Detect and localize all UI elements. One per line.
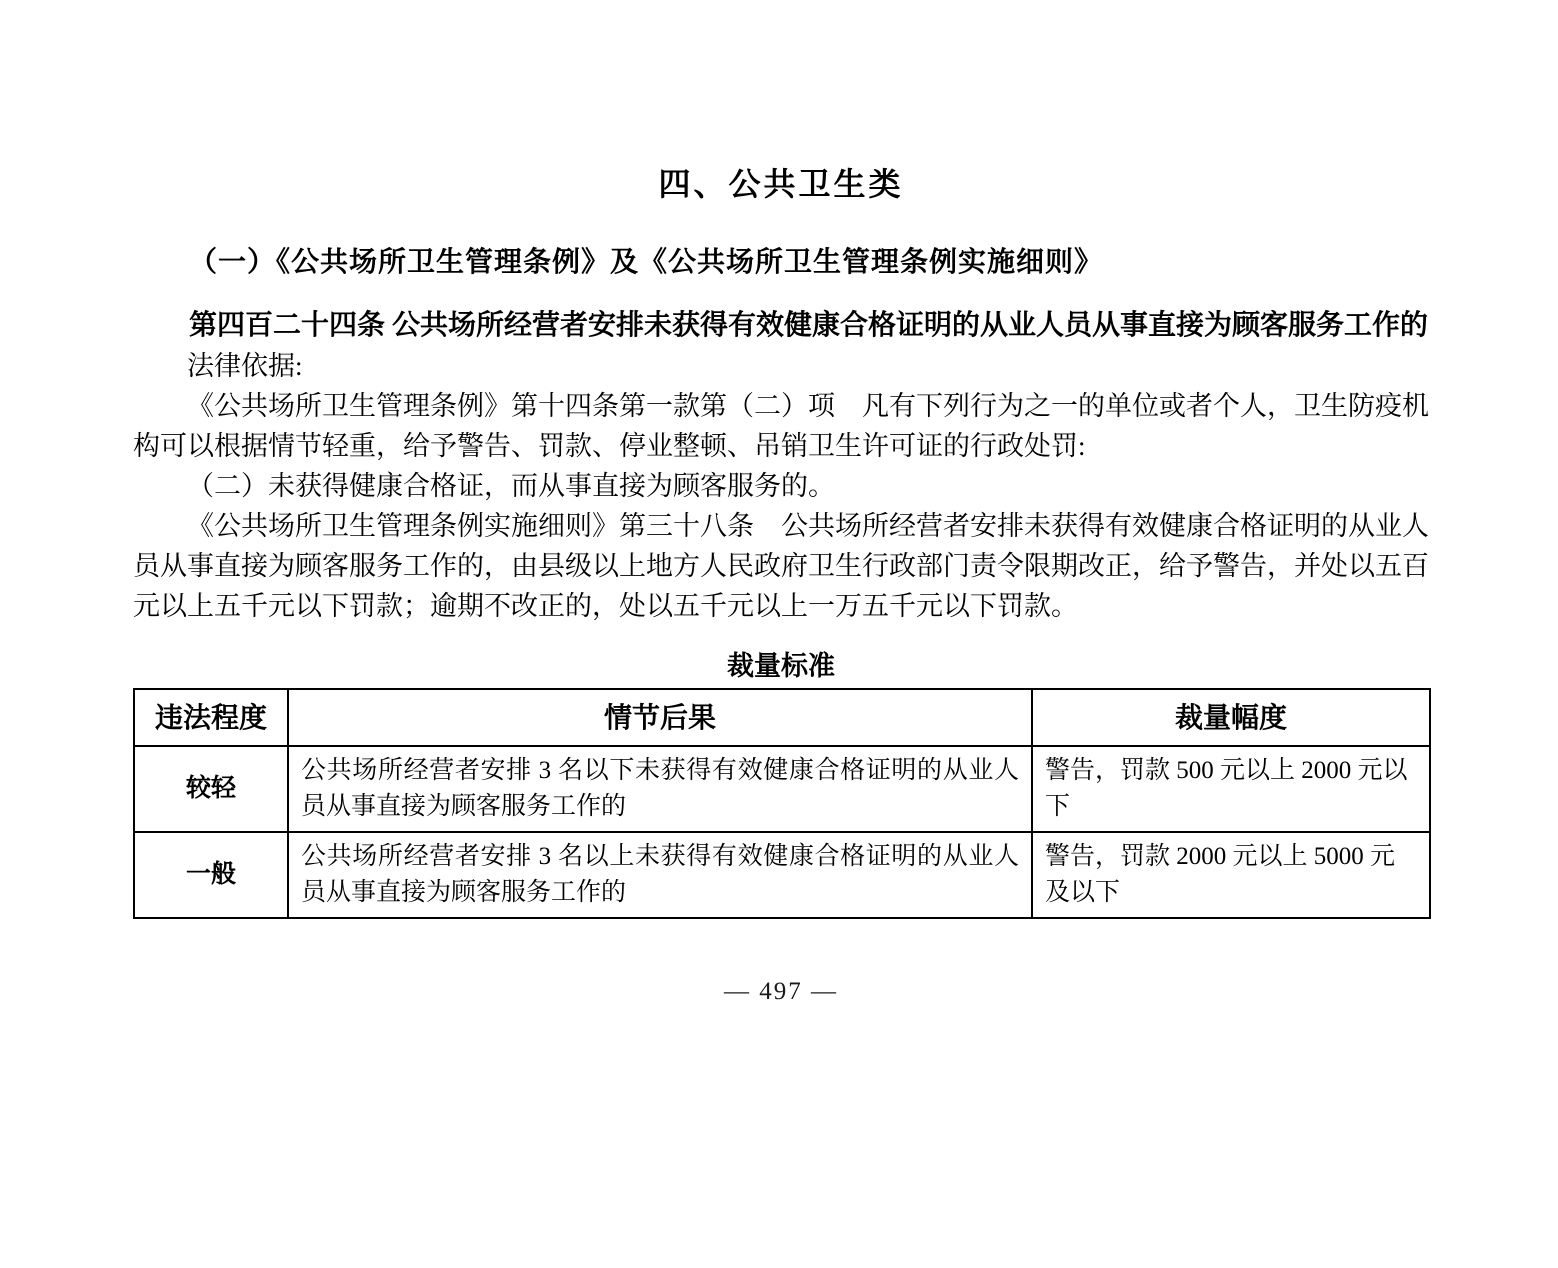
table-header-row <box>134 689 1430 746</box>
implementation-rule-paragraph: 《公共场所卫生管理条例实施细则》第三十八条 公共场所经营者安排未获得有效健康合格证明的从业人员从事直接为顾客服务工作的，由县级以上地方人民政府卫生行政部门责令限期改正，给予警告，并处以五百元以上五千元以下罚款；逾期不改正的，处以五千元以上一万五千元以下罚款。 <box>133 511 1429 621</box>
col-header-circumstance: 情节后果 <box>288 689 1032 746</box>
standards-table <box>133 688 1431 919</box>
severity-cell: 较轻 <box>134 746 288 832</box>
legal-basis-item: （二）未获得健康合格证，而从事直接为顾客服务的。 <box>187 471 835 501</box>
col-header-range: 裁量幅度 <box>1032 689 1430 746</box>
col-header-severity: 违法程度 <box>134 689 288 746</box>
article-heading: 第四百二十四条 公共场所经营者安排未获得有效健康合格证明的从业人员从事直接为顾客服务工作的 <box>189 310 1429 341</box>
legal-basis-paragraph: 《公共场所卫生管理条例》第十四条第一款第（二）项 凡有下列行为之一的单位或者个人，卫生防疫机构可以根据情节轻重，给予警告、罚款、停业整顿、吊销卫生许可证的行政处罚: <box>133 391 1429 461</box>
severity-cell: 一般 <box>134 832 288 918</box>
table-row <box>134 832 1430 918</box>
section-subtitle: （一）《公共场所卫生管理条例》及《公共场所卫生管理条例实施细则》 <box>189 247 1104 278</box>
range-cell: 警告，罚款 500 元以上 2000 元以下 <box>1032 746 1430 832</box>
circumstance-cell: 公共场所经营者安排 3 名以下未获得有效健康合格证明的从业人员从事直接为顾客服务工作的 <box>288 746 1032 832</box>
page-number: — 497 — <box>724 978 838 1005</box>
range-cell: 警告，罚款 2000 元以上 5000 元及以下 <box>1032 832 1430 918</box>
table-row <box>134 746 1430 832</box>
document-page <box>0 166 1558 1268</box>
table-title: 裁量标准 <box>727 651 835 681</box>
page-title: 四、公共卫生类 <box>658 166 904 202</box>
legal-basis-label: 法律依据: <box>187 351 303 381</box>
circumstance-cell: 公共场所经营者安排 3 名以上未获得有效健康合格证明的从业人员从事直接为顾客服务工作的 <box>288 832 1032 918</box>
